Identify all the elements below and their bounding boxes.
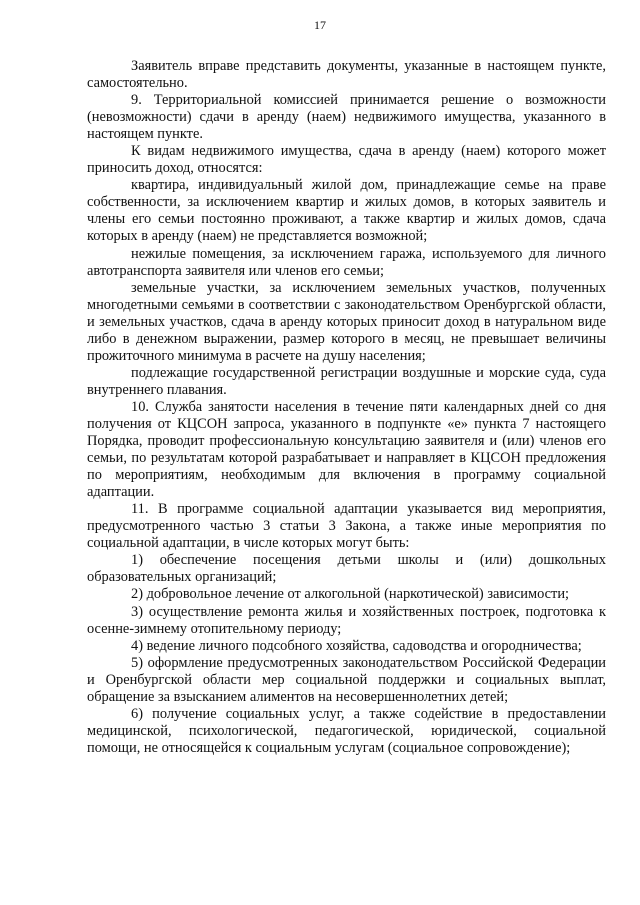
list-item: 2) добровольное лечение от алкогольной (наркотической) зависимости;	[131, 586, 570, 603]
list-item: 1) обеспечение посещения детьми школы и (или) дошкольных образовательных организаций;	[87, 552, 606, 586]
paragraph: 9. Территориальной комиссией принимается решение о возможности (невозможности) сдачи в аренду (наем) недвижимого имущества, указанного в настоящем пункте.	[87, 92, 606, 143]
paragraph: земельные участки, за исключением земельных участков, полученных многодетными семьями в соответствии с законодательством Оренбургской области, и земельных участков, сдача в аренду которых приносит доход в натуральном виде либо в денежном выражении, размер которого в месяц, не превышает величины прожиточного минимума в расчете на душу населения;	[87, 279, 606, 364]
list-item: 4) ведение личного подсобного хозяйства, садоводства и огородничества;	[131, 637, 582, 654]
paragraph: 10. Служба занятости населения в течение пяти календарных дней со дня получения от КЦСОН запроса, указанного в подпункте «е» пункта 7 настоящего Порядка, проводит профессиональную консультацию заявителя и (или) членов его семьи, по результатам которой разрабатывает и направляет в КЦСОН предложения по мероприятиям, необходимым для включения в программу социальной адаптации.	[87, 398, 606, 501]
paragraph: подлежащие государственной регистрации воздушные и морские суда, суда внутреннего плавания.	[87, 364, 606, 398]
list-item: 6) получение социальных услуг, а также содействие в предоставлении медицинской, психологической, педагогической, юридической, социальной помощи, не относящейся к социальным услугам (социальное сопровождение);	[87, 705, 606, 756]
paragraph: Заявитель вправе представить документы, указанные в настоящем пункте, самостоятельно.	[87, 58, 606, 92]
page-number: 17	[314, 18, 326, 32]
list-item: 3) осуществление ремонта жилья и хозяйственных построек, подготовка к осенне-зимнему отопительному периоду;	[87, 603, 606, 637]
paragraph: квартира, индивидуальный жилой дом, принадлежащие семье на праве собственности, за исключением квартир и жилых домов, в которых заявитель и члены его семьи постоянно проживают, а также квартир и жилых домов, сдача которых в аренду (наем) не представляется возможной;	[87, 177, 606, 245]
paragraph: К видам недвижимого имущества, сдача в аренду (наем) которого может приносить доход, относятся:	[87, 143, 606, 177]
document-body	[87, 58, 606, 757]
paragraph: 11. В программе социальной адаптации указывается вид мероприятия, предусмотренного частью 3 статьи 3 Закона, а также иные мероприятия по социальной адаптации, в числе которых могут быть:	[87, 501, 606, 552]
paragraph: нежилые помещения, за исключением гаража, используемого для личного автотранспорта заявителя или членов его семьи;	[87, 245, 606, 279]
list-item: 5) оформление предусмотренных законодательством Российской Федерации и Оренбургской области мер социальной поддержки и социальных выплат, обращение за взысканием алиментов на несовершеннолетних детей;	[87, 654, 606, 705]
